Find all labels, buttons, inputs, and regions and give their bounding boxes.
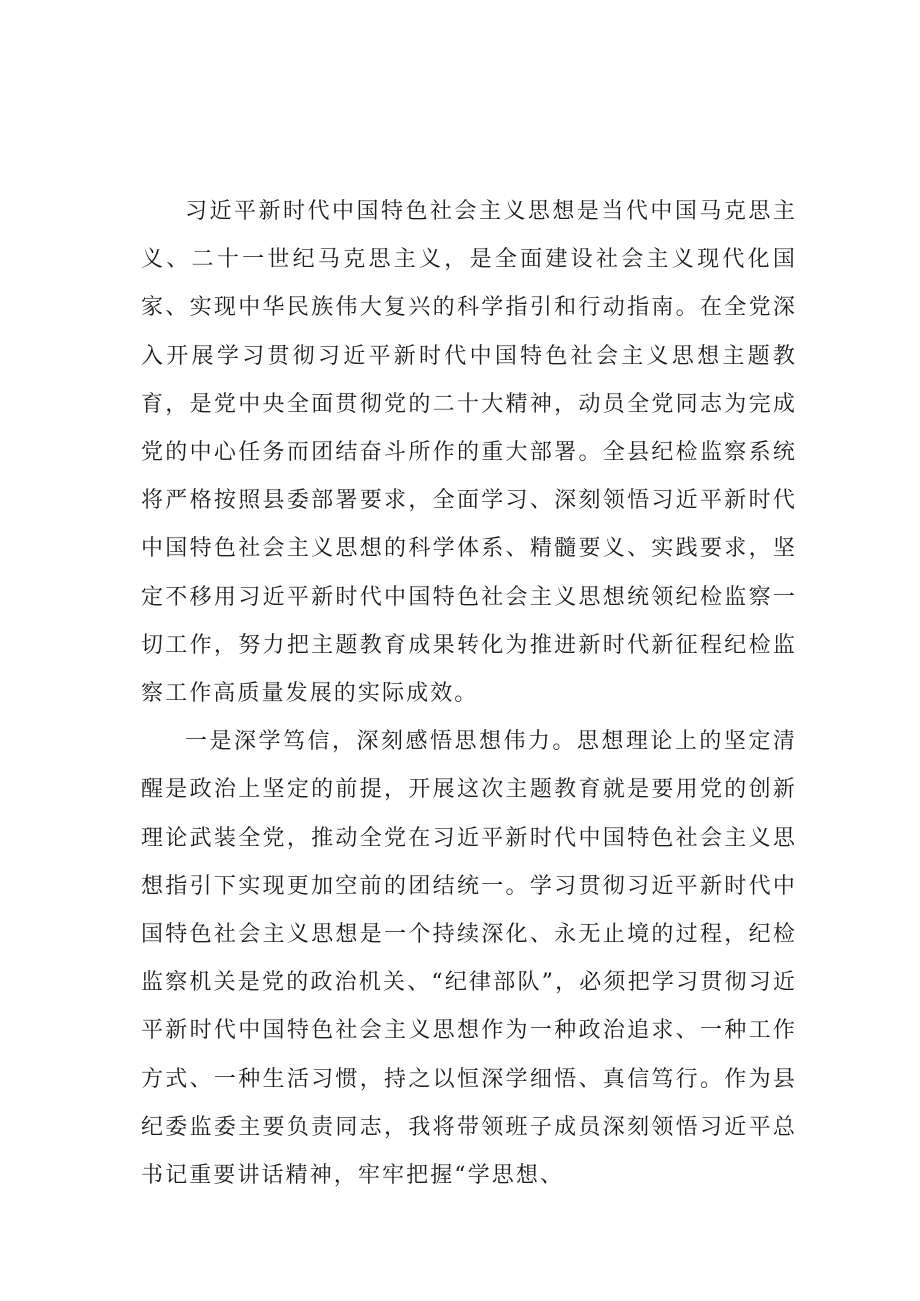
paragraph-intro: 习近平新时代中国特色社会主义思想是当代中国马克思主义、二十一世纪马克思主义，是全面建设社会主义现代化国家、实现中华民族伟大复兴的科学指引和行动指南。在全党深入开展学习贯彻习近平新时代中国特色社会主义思想主题教育，是党中央全面贯彻党的二十大精神，动员全党同志为完成党的中心任务而团结奋斗所作的重大部署。全县纪检监察系统将严格按照县委部署要求，全面学习、深刻领悟习近平新时代中国特色社会主义思想的科学体系、精髓要义、实践要求，坚定不移用习近平新时代中国特色社会主义思想统领纪检监察一切工作，努力把主题教育成果转化为推进新时代新征程纪检监察工作高质量发展的实际成效。 (141, 199, 797, 707)
paragraph-point-one: 一是深学笃信，深刻感悟思想伟力。思想理论上的坚定清醒是政治上坚定的前提，开展这次主题教育就是要用党的创新理论武装全党，推动全党在习近平新时代中国特色社会主义思想指引下实现更加空前的团结统一。学习贯彻习近平新时代中国特色社会主义思想是一个持续深化、永无止境的过程，纪检监察机关是党的政治机关、“纪律部队”，必须把学习贯彻习近平新时代中国特色社会主义思想作为一种政治追求、一种工作方式、一种生活习惯，持之以恒深学细悟、真信笃行。作为县纪委监委主要负责同志，我将带领班子成员深刻领悟习近平总书记重要讲话精神，牢牢把握“学思想、 (141, 729, 797, 1189)
document-body (141, 188, 797, 1200)
